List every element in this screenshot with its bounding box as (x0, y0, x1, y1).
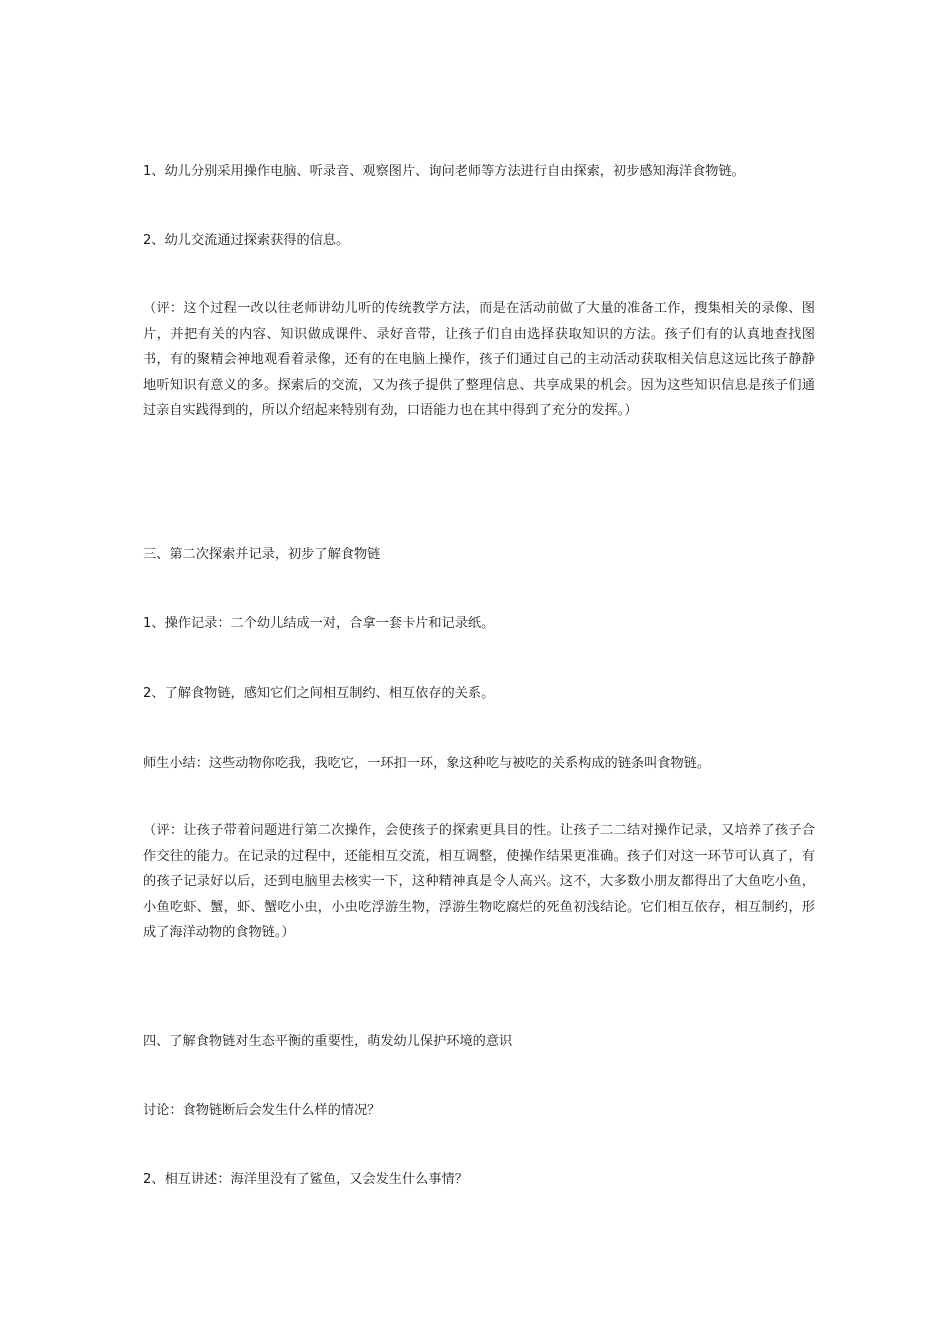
section-three-heading: 三、第二次探索并记录，初步了解食物链 (143, 547, 381, 562)
teacher-student-summary: 师生小结：这些动物你吃我，我吃它，一环扣一环，象这种吃与被吃的关系构成的链条叫食物链。 (143, 756, 711, 771)
step-2-share-information: 2、幼儿交流通过探索获得的信息。 (143, 233, 350, 248)
discussion-question: 讨论：食物链断后会发生什么样的情况？ (143, 1103, 381, 1118)
section-four-heading: 四、了解食物链对生态平衡的重要性，萌发幼儿保护环境的意识 (143, 1034, 513, 1049)
comment-paragraph-1: （评：这个过程一改以往老师讲幼儿听的传统教学方法，而是在活动前做了大量的准备工作，搜集相关的录像、图片，并把有关的内容、知识做成课件、录好音带，让孩子们自由选择获取知识的方法。孩子们有的认真地查找图书，有的聚精会神地观看着录像，还有的在电脑上操作，孩子们通过自己的主动活动获取相关信息这远比孩子静静地听知识有意义的多。探索后的交流，又为孩子提供了整理信息、共享成果的机会。因为这些知识信息是孩子们通过亲自实践得到的，所以介绍起来特别有劲，口语能力也在其中得到了充分的发挥。） (143, 301, 815, 419)
step-1-record-operation: 1、操作记录：二个幼儿结成一对，合拿一套卡片和记录纸。 (143, 616, 495, 631)
comment-paragraph-2: （评：让孩子带着问题进行第二次操作，会使孩子的探索更具目的性。让孩子二二结对操作记录，又培养了孩子合作交往的能力。在记录的过程中，还能相互交流，相互调整，使操作结果更准确。孩子们对这一环节可认真了，有的孩子记录好以后，还到电脑里去核实一下，这种精神真是令人高兴。这不，大多数小朋友都得出了大鱼吃小鱼，小鱼吃虾、蟹，虾、蟹吃小虫，小虫吃浮游生物，浮游生物吃腐烂的死鱼初浅结论。它们相互依存，相互制约，形成了海洋动物的食物链。） (143, 823, 815, 941)
step-1-free-exploration: 1、幼儿分别采用操作电脑、听录音、观察图片、询问老师等方法进行自由探索，初步感知海洋食物链。 (143, 164, 745, 179)
step-2-mutual-narration: 2、相互讲述：海洋里没有了鲨鱼，又会发生什么事情？ (143, 1172, 468, 1187)
step-2-understand-food-chain: 2、了解食物链，感知它们之间相互制约、相互依存的关系。 (143, 686, 495, 701)
